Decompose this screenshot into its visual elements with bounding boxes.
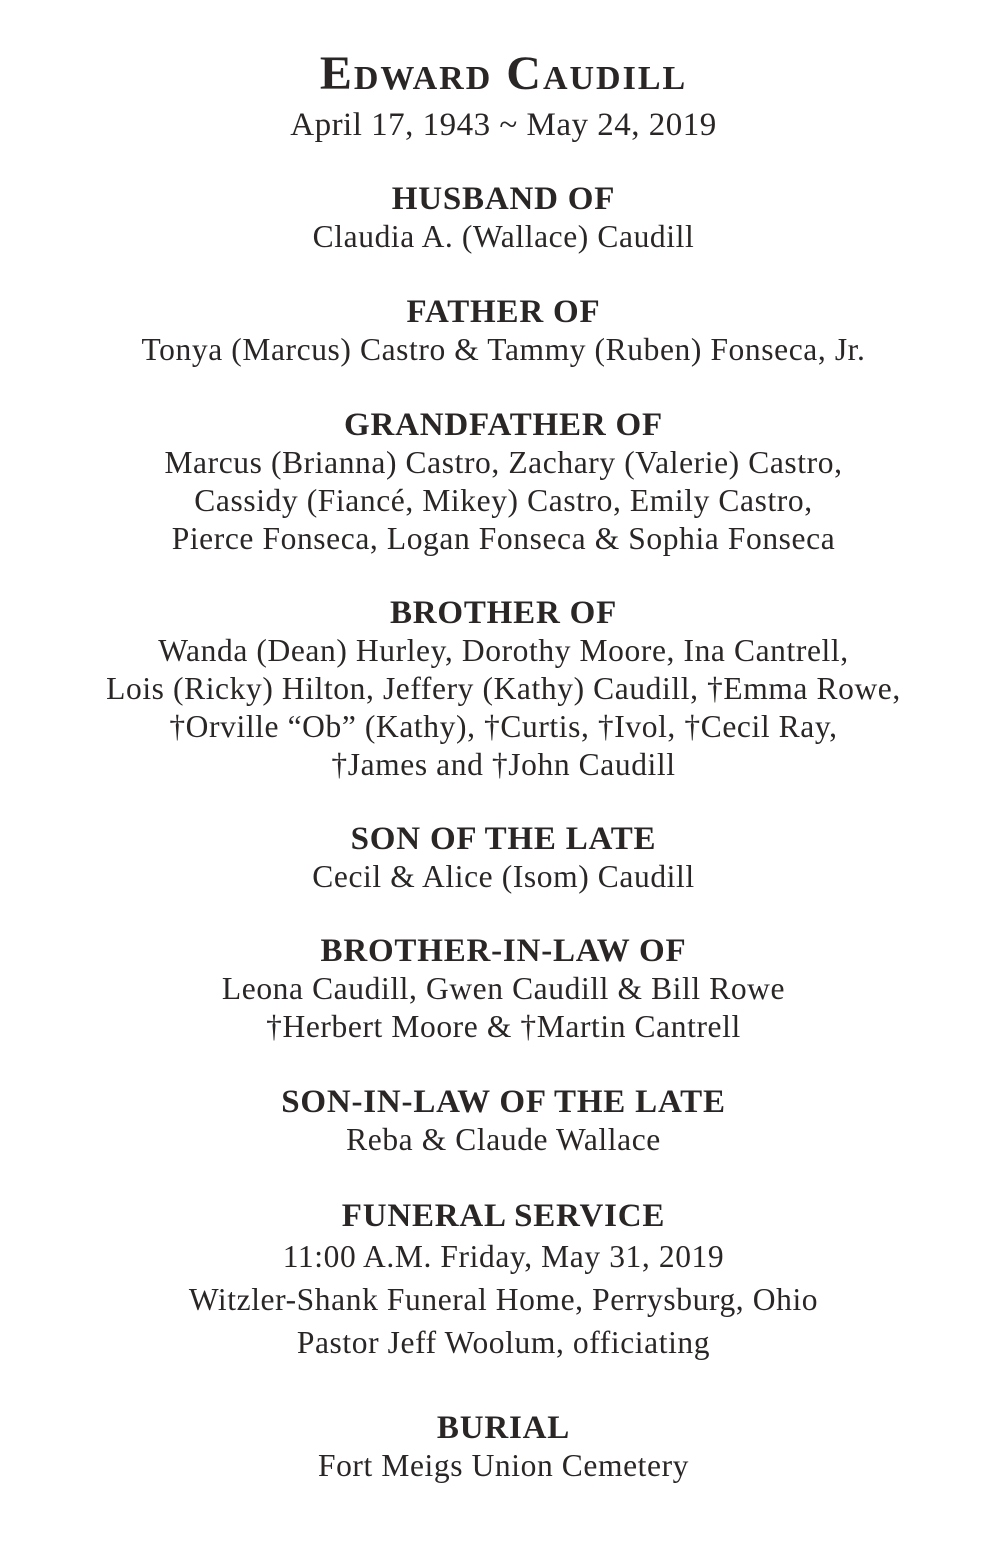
section-line: Claudia A. (Wallace) Caudill: [312, 219, 695, 254]
section-line: Lois (Ricky) Hilton, Jeffery (Kathy) Caudill, †Emma Rowe,: [106, 671, 901, 706]
section-son: [0, 820, 1007, 896]
section-father: [0, 293, 1007, 369]
section-line: Leona Caudill, Gwen Caudill & Bill Rowe: [221, 971, 786, 1006]
section-line: Pastor Jeff Woolum, officiating: [296, 1325, 711, 1360]
section-brother: [0, 594, 1007, 784]
section-heading: GRANDFATHER OF: [344, 407, 663, 443]
section-heading: HUSBAND OF: [391, 181, 616, 217]
life-dates: April 17, 1943 ~ May 24, 2019: [290, 107, 717, 143]
section-heading: FATHER OF: [406, 294, 601, 330]
section-heading: BROTHER OF: [389, 595, 618, 631]
section-husband: [0, 180, 1007, 256]
section-line: Reba & Claude Wallace: [346, 1122, 661, 1157]
deceased-name: Edward Caudill: [319, 47, 688, 100]
section-line: Witzler-Shank Funeral Home, Perrysburg, Ohio: [188, 1282, 819, 1317]
section-heading: FUNERAL SERVICE: [341, 1198, 666, 1234]
section-line: †James and †John Caudill: [331, 747, 676, 782]
section-line: Tonya (Marcus) Castro & Tammy (Ruben) Fonseca, Jr.: [141, 332, 866, 367]
section-heading: BURIAL: [436, 1410, 571, 1446]
section-line: †Herbert Moore & †Martin Cantrell: [266, 1009, 741, 1044]
section-line: Marcus (Brianna) Castro, Zachary (Valerie) Castro,: [164, 445, 843, 480]
section-grandfather: [0, 406, 1007, 558]
section-heading: SON OF THE LATE: [350, 821, 657, 857]
section-line: Pierce Fonseca, Logan Fonseca & Sophia Fonseca: [171, 521, 836, 556]
section-funeral-service: [0, 1197, 1007, 1364]
section-son-in-law: [0, 1083, 1007, 1159]
section-line: Cassidy (Fiancé, Mikey) Castro, Emily Castro,: [194, 483, 813, 518]
section-line: Cecil & Alice (Isom) Caudill: [312, 859, 695, 894]
section-heading: BROTHER-IN-LAW OF: [320, 933, 687, 969]
section-line: Fort Meigs Union Cemetery: [317, 1448, 690, 1483]
section-brother-in-law: [0, 932, 1007, 1046]
section-line: Wanda (Dean) Hurley, Dorothy Moore, Ina Cantrell,: [158, 633, 849, 668]
section-line: †Orville “Ob” (Kathy), †Curtis, †Ivol, †Cecil Ray,: [169, 709, 838, 744]
section-burial: [0, 1409, 1007, 1485]
section-line: 11:00 A.M. Friday, May 31, 2019: [282, 1239, 725, 1274]
section-heading: SON-IN-LAW OF THE LATE: [281, 1084, 726, 1120]
